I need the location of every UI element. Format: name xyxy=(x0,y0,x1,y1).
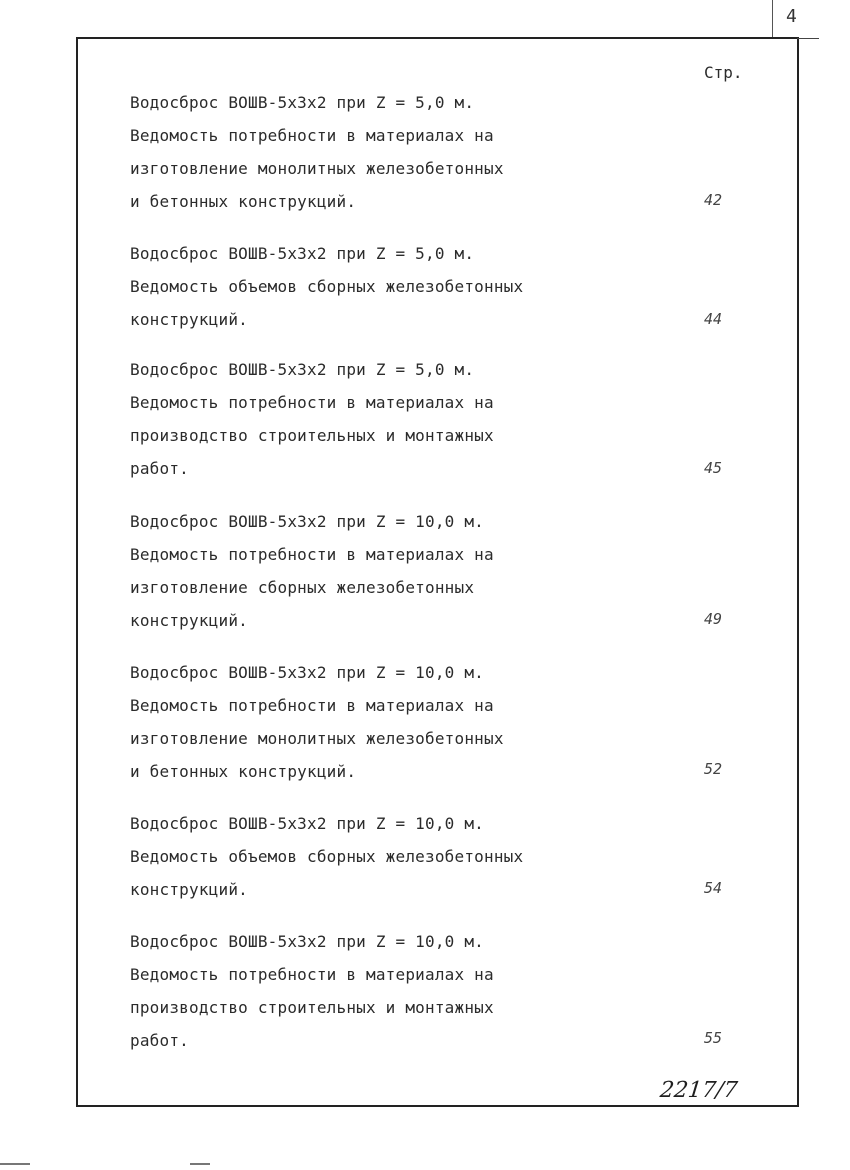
handwritten-document-number: 2217/7 xyxy=(658,1078,739,1103)
toc-entry xyxy=(130,353,730,485)
scan-artifact xyxy=(190,1163,210,1165)
entry-line: конструкций. xyxy=(130,611,248,630)
entry-page-number: 45 xyxy=(704,459,723,477)
entry-line: Ведомость потребности в материалах на xyxy=(130,965,494,984)
entry-page-number: 42 xyxy=(704,191,723,209)
entry-line: Водосброс ВОШВ-5х3х2 при Z = 10,0 м. xyxy=(130,932,484,951)
entry-line: Ведомость потребности в материалах на xyxy=(130,393,494,412)
toc-entry xyxy=(130,807,730,906)
entry-line: Водосброс ВОШВ-5х3х2 при Z = 5,0 м. xyxy=(130,360,475,379)
entry-page-number: 44 xyxy=(704,310,723,328)
entry-line: изготовление монолитных железобетонных xyxy=(130,729,504,748)
entry-line: изготовление сборных железобетонных xyxy=(130,578,475,597)
entry-line: изготовление монолитных железобетонных xyxy=(130,159,504,178)
toc-entry xyxy=(130,925,730,1057)
entry-page-number: 55 xyxy=(704,1029,723,1047)
scan-artifact xyxy=(0,1163,30,1165)
toc-entry xyxy=(130,505,730,637)
entry-line: Водосброс ВОШВ-5х3х2 при Z = 5,0 м. xyxy=(130,93,475,112)
entry-line: конструкций. xyxy=(130,310,248,329)
entry-line: производство строительных и монтажных xyxy=(130,998,494,1017)
corner-divider xyxy=(772,0,773,38)
entry-page-number: 54 xyxy=(704,879,723,897)
entry-line: работ. xyxy=(130,1031,189,1050)
toc-entry xyxy=(130,86,730,218)
entry-line: Ведомость объемов сборных железобетонных xyxy=(130,847,524,866)
entry-line: Водосброс ВОШВ-5х3х2 при Z = 10,0 м. xyxy=(130,663,484,682)
entry-line: конструкций. xyxy=(130,880,248,899)
page-number: 4 xyxy=(786,6,797,27)
entry-line: Водосброс ВОШВ-5х3х2 при Z = 10,0 м. xyxy=(130,814,484,833)
entry-line: работ. xyxy=(130,459,189,478)
entry-line: Ведомость потребности в материалах на xyxy=(130,545,494,564)
entry-page-number: 49 xyxy=(704,610,723,628)
entry-line: Ведомость потребности в материалах на xyxy=(130,696,494,715)
entry-line: производство строительных и монтажных xyxy=(130,426,494,445)
frame-tick xyxy=(797,38,819,39)
entry-line: Ведомость потребности в материалах на xyxy=(130,126,494,145)
entry-page-number: 52 xyxy=(704,760,723,778)
entry-line: Водосброс ВОШВ-5х3х2 при Z = 10,0 м. xyxy=(130,512,484,531)
toc-entry xyxy=(130,656,730,788)
entry-line: Водосброс ВОШВ-5х3х2 при Z = 5,0 м. xyxy=(130,244,475,263)
entry-line: и бетонных конструкций. xyxy=(130,762,357,781)
entry-line: и бетонных конструкций. xyxy=(130,192,357,211)
toc-entry xyxy=(130,237,730,336)
page-column-header: Стр. xyxy=(704,63,743,82)
entry-line: Ведомость объемов сборных железобетонных xyxy=(130,277,524,296)
